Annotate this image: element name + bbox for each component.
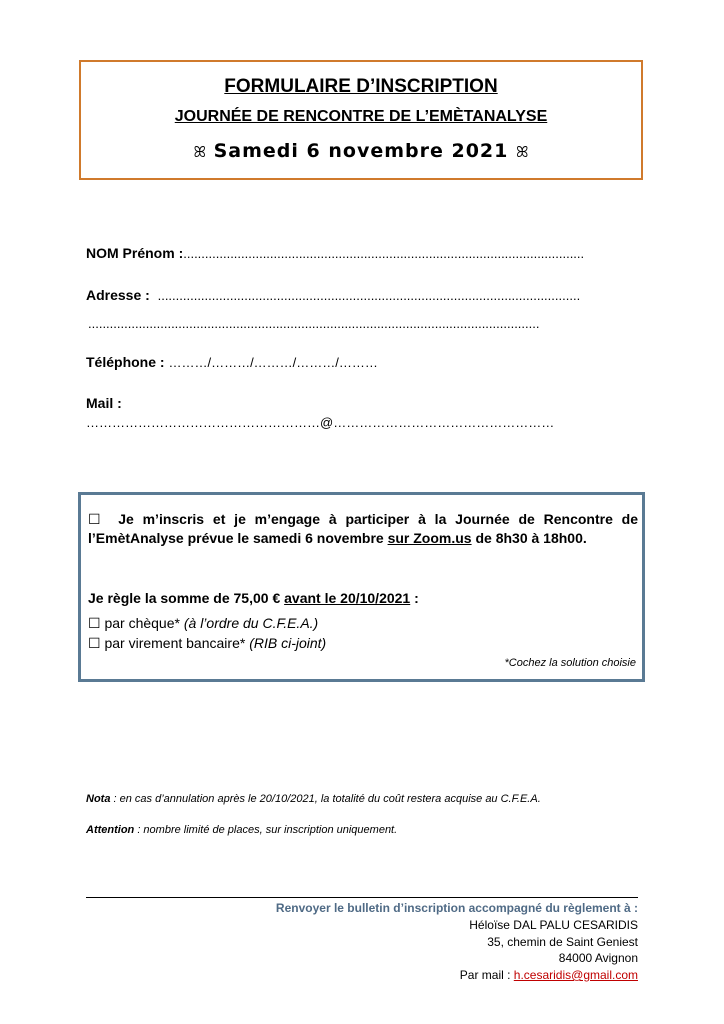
telephone-field[interactable] [86,354,378,370]
footer-name: Héloïse DAL PALU CESARIDIS [469,918,638,932]
virement-label: par virement bancaire* [104,635,246,651]
attention-text: : nombre limité de places, sur inscription uniquement. [134,824,398,836]
nom-prenom-dots[interactable]: ............................................................................................................... [183,246,585,261]
cheque-checkbox[interactable]: ☐ [88,615,101,631]
engagement-line2-a: l’EmètAnalyse prévue le samedi 6 novembre [88,530,388,546]
engagement-line2 [88,530,587,546]
nota-label: Nota [86,793,111,805]
form-title: FORMULAIRE D’INSCRIPTION [224,76,498,97]
mail-label: Mail : [86,395,122,411]
nom-prenom-label: NOM Prénom : [86,245,184,261]
footer-mail [460,968,638,982]
footer-street: 35, chemin de Saint Geniest [487,935,638,949]
payment-text-a: Je règle la somme de 75,00 € [88,590,285,606]
engagement-line1 [88,511,638,528]
form-subtitle: JOURNÉE DE RENCONTRE DE L’EMÈTANALYSE [174,108,548,125]
payment-deadline: avant le 20/10/2021 [284,590,411,606]
option-virement[interactable] [88,635,326,652]
nota-note [86,793,541,805]
telephone-label: Téléphone : [86,354,165,370]
event-date-text: Samedi 6 novembre 2021 [213,140,509,162]
mail-dots[interactable]: ………………………………………………@…………………………………………… [86,415,555,430]
virement-checkbox[interactable]: ☐ [88,635,101,651]
ornament-right-icon: ꕤ [516,143,529,161]
adresse-label: Adresse : [86,287,150,303]
nom-prenom-field[interactable] [86,245,584,261]
email-link[interactable]: h.cesaridis@gmail.com [513,968,638,982]
adresse-dots[interactable]: ..................................................................................................................... [157,288,581,303]
payment-text-c: : [410,590,419,606]
zoom-link: sur Zoom.us [387,530,472,546]
engagement-line1-text: Je m’inscris et je m’engage à participer à la Journée de Rencontre de [118,511,639,527]
engagement-line2-c: de 8h30 à 18h00. [471,530,587,546]
adresse-dots-line2[interactable]: ............................................................................................................................. [88,316,540,331]
event-date [81,140,641,162]
cheque-note: (à l’ordre du C.F.E.A.) [183,615,319,631]
adresse-field[interactable] [86,287,580,303]
engagement-checkbox[interactable]: ☐ [88,511,101,527]
header-box [79,60,643,180]
ornament-left-icon: ꕤ [193,143,206,161]
footer-heading: Renvoyer le bulletin d’inscription accompagné du règlement à : [275,901,638,915]
footer-city: 84000 Avignon [558,951,638,965]
attention-note [86,824,397,836]
option-cheque[interactable] [88,615,318,632]
attention-label: Attention [86,824,135,836]
footnote: *Cochez la solution choisie [504,657,636,669]
virement-note: (RIB ci-joint) [249,635,327,651]
footer-divider [86,897,638,898]
nota-text: : en cas d’annulation après le 20/10/2021, la totalité du coût restera acquise au C.F.E.A. [110,793,541,805]
footer-mail-label: Par mail : [459,968,514,982]
cheque-label: par chèque* [104,615,180,631]
telephone-dots[interactable]: ………/………/………/………/……… [168,355,378,370]
payment-line [88,590,419,606]
